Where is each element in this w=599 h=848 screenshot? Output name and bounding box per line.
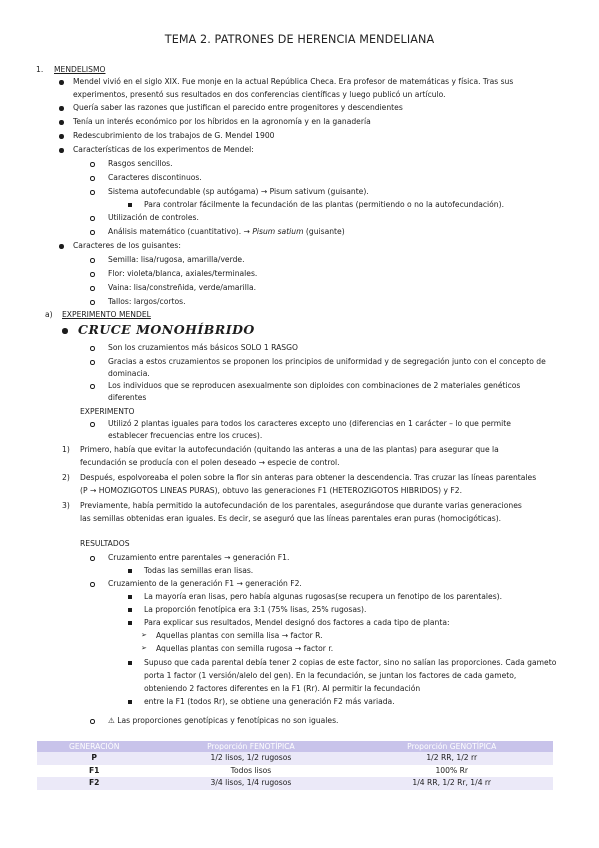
- experiment-label: EXPERIMENTO: [80, 407, 135, 416]
- sub-bullet-text: Tallos: largos/cortos.: [108, 297, 186, 306]
- table-cell: 1/4 RR, 1/2 Rr, 1/4 rr: [350, 777, 553, 790]
- square-bullet-icon: [128, 700, 132, 704]
- step-text: Después, espolvoreaba el polen sobre la flor sin anteras para obtener la descendencia. Tras cruzar las líneas parentales: [80, 473, 537, 482]
- sub-bullet-icon: [90, 384, 95, 389]
- bullet-icon: [59, 120, 64, 125]
- sub-bullet-icon: [90, 258, 95, 263]
- factor-text: Aquellas plantas con semilla rugosa → factor r.: [156, 644, 334, 653]
- step-text-cont: fecundación se producía con el polen deseado → especie de control.: [80, 458, 340, 467]
- sub-bullet-icon: [90, 300, 95, 305]
- table-cell: F1: [88, 765, 100, 775]
- sub-bullet-text-cont: establecer frecuencias entre los cruces).: [108, 431, 263, 440]
- table-cell: F2: [37, 777, 151, 790]
- table-row: [37, 752, 553, 765]
- square-bullet-icon: [128, 661, 132, 665]
- table-header-cell: Proporción GENOTÍPICA: [350, 741, 553, 752]
- result-text: Cruzamiento de la generación F1 → generación F2.: [108, 579, 302, 588]
- analysis-text-end: (guisante): [303, 227, 345, 236]
- arrow-bullet-icon: ➢: [141, 631, 147, 639]
- result-sub-text-cont: obteniendo 2 factores diferentes en la F1 (Rr). Al permitir la fecundación: [144, 684, 421, 693]
- section-letter: a): [45, 310, 53, 319]
- sub-bullet-text: Gracias a estos cruzamientos se proponen los principios de uniformidad y de segregación junto con el concepto de: [108, 357, 546, 366]
- bullet-text-cont: experimentos, presentó sus resultados en dos conferencias científicas y luego publicó un artículo.: [73, 90, 446, 99]
- table-cell: 100% Rr: [435, 765, 468, 775]
- section-number: 1.: [36, 65, 44, 74]
- sub-bullet-text: Son los cruzamientos más básicos SOLO 1 RASGO: [108, 343, 298, 352]
- bullet-icon: [59, 134, 64, 139]
- result-text: Cruzamiento entre parentales → generación F1.: [108, 553, 290, 562]
- bullet-icon: [59, 80, 64, 85]
- bullet-text: Redescubrimiento de los trabajos de G. Mendel 1900: [73, 131, 275, 140]
- bullet-text: Características de los experimentos de Mendel:: [73, 145, 254, 154]
- sub-bullet-icon: [90, 216, 95, 221]
- table-cell: 1/2 lisos, 1/2 rugosos: [151, 752, 350, 765]
- result-sub-text: entre la F1 (todos Rr), se obtiene una generación F2 más variada.: [144, 697, 395, 706]
- bullet-icon: [62, 328, 68, 334]
- factor-text: Aquellas plantas con semilla lisa → factor R.: [156, 631, 323, 640]
- result-sub-text-cont: porta 1 factor (1 versión/alelo del gen). En la fecundación, se juntan los factores de cada gameto,: [144, 671, 517, 680]
- bullet-text: Quería saber las razones que justifican el parecido entre progenitores y descendientes: [73, 103, 403, 112]
- table-cell: 1/2 RR, 1/2 rr: [350, 752, 553, 765]
- warning-text: ⚠ Las proporciones genotípicas y fenotípicas no son iguales.: [108, 716, 339, 725]
- result-sub-text: La mayoría eran lisas, pero había algunas rugosas(se recupera un fenotipo de los parentales).: [144, 592, 503, 601]
- step-text-cont: (P → HOMOZIGOTOS LINEAS PURAS), obtuvo las generaciones F1 (HETEROZIGOTOS HIBRIDOS) y F2.: [80, 486, 463, 495]
- sub-bullet-icon: [90, 272, 95, 277]
- table-header-row: [37, 741, 553, 752]
- sub-bullet-text: Caracteres discontinuos.: [108, 173, 202, 182]
- sub-bullet-icon: [90, 286, 95, 291]
- sub-bullet-text: Utilizó 2 plantas iguales para todos los caracteres excepto uno (diferencias en 1 carácter – lo que permite: [108, 419, 511, 428]
- bullet-text: Tenía un interés económico por los híbridos en la agronomía y en la ganadería: [73, 117, 371, 126]
- table-header-cell: GENERACIÓN: [37, 741, 151, 752]
- section-heading-experimento: EXPERIMENTO MENDEL: [62, 310, 151, 319]
- square-bullet-icon: [128, 608, 132, 612]
- sub-bullet-text: Los individuos que se reproducen asexualmente son diploides con combinaciones de 2 materiales genéticos: [108, 381, 521, 390]
- sub-bullet-text: Rasgos sencillos.: [108, 159, 173, 168]
- table-row: [37, 765, 553, 778]
- step-number: 3): [62, 501, 70, 510]
- sub-bullet-icon: [90, 422, 95, 427]
- sub-bullet-icon: [90, 176, 95, 181]
- table-cell: Todos lisos: [230, 765, 272, 775]
- results-label: RESULTADOS: [80, 539, 130, 548]
- square-bullet-icon: [128, 595, 132, 599]
- sub-bullet-text: Flor: violeta/blanca, axiales/terminales.: [108, 269, 258, 278]
- sub-bullet-icon: [90, 190, 95, 195]
- result-sub-text: Todas las semillas eran lisas.: [144, 566, 254, 575]
- bullet-icon: [59, 244, 64, 249]
- result-sub-text: Para explicar sus resultados, Mendel designó dos factores a cada tipo de planta:: [144, 618, 450, 627]
- sub-bullet-icon: [90, 360, 95, 365]
- sub-sub-bullet-text: Para controlar fácilmente la fecundación de las plantas (permitiendo o no la autofecundación).: [144, 200, 504, 209]
- bullet-text: Caracteres de los guisantes:: [73, 241, 181, 250]
- step-number: 2): [62, 473, 70, 482]
- sub-bullet-text: Utilización de controles.: [108, 213, 199, 222]
- square-bullet-icon: [128, 569, 132, 573]
- step-text-cont: las semillas obtenidas eran iguales. Es decir, se aseguró que las líneas parentales eran puras (homocigóticas).: [80, 514, 502, 523]
- sub-bullet-text: Semilla: lisa/rugosa, amarilla/verde.: [108, 255, 245, 264]
- step-text: Primero, había que evitar la autofecundación (quitando las anteras a una de las plantas) para asegurar que la: [80, 445, 499, 454]
- table-header-cell: Proporción FENOTÍPICA: [151, 741, 350, 752]
- square-bullet-icon: [128, 203, 132, 207]
- bullet-icon: [59, 106, 64, 111]
- sub-bullet-icon: [90, 556, 95, 561]
- table-row: [37, 777, 553, 790]
- page-title: TEMA 2. PATRONES DE HERENCIA MENDELIANA: [164, 33, 435, 46]
- species-name: Pisum satium: [252, 227, 304, 236]
- step-number: 1): [62, 445, 70, 454]
- cross-title: CRUCE MONOHÍBRIDO: [78, 322, 255, 337]
- table-cell: 3/4 lisos, 1/4 rugosos: [151, 777, 350, 790]
- sub-bullet-icon: [90, 582, 95, 587]
- sub-bullet-icon: [90, 719, 95, 724]
- sub-bullet-text: Vaina: lisa/constreñida, verde/amarilla.: [108, 283, 257, 292]
- sub-bullet-text: Sistema autofecundable (sp autógama) → Pisum sativum (guisante).: [108, 187, 369, 196]
- step-text: Previamente, había permitido la autofecundación de los parentales, asegurándose que durante varias generaciones: [80, 501, 522, 510]
- arrow-bullet-icon: ➢: [141, 644, 147, 652]
- section-heading-mendelismo: MENDELISMO: [54, 65, 106, 74]
- result-sub-text: La proporción fenotípica era 3:1 (75% lisas, 25% rugosas).: [144, 605, 367, 614]
- sub-bullet-text: [108, 226, 345, 237]
- sub-bullet-icon: [90, 346, 95, 351]
- square-bullet-icon: [128, 621, 132, 625]
- table-cell: P: [37, 752, 151, 765]
- proportions-table: [37, 741, 553, 790]
- sub-bullet-text-cont: diferentes: [108, 393, 147, 402]
- bullet-icon: [59, 148, 64, 153]
- sub-bullet-text-cont: dominacia.: [108, 369, 150, 378]
- sub-bullet-icon: [90, 162, 95, 167]
- result-sub-text: Supuso que cada parental debía tener 2 copias de este factor, sino no salían las proporciones. Cada gameto: [144, 658, 557, 667]
- analysis-text: Análisis matemático (cuantitativo). →: [108, 227, 253, 236]
- sub-bullet-icon: [90, 230, 95, 235]
- bullet-text: Mendel vivió en el siglo XIX. Fue monje en la actual República Checa. Era profesor de matemáticas y física. Tras sus: [73, 77, 514, 86]
